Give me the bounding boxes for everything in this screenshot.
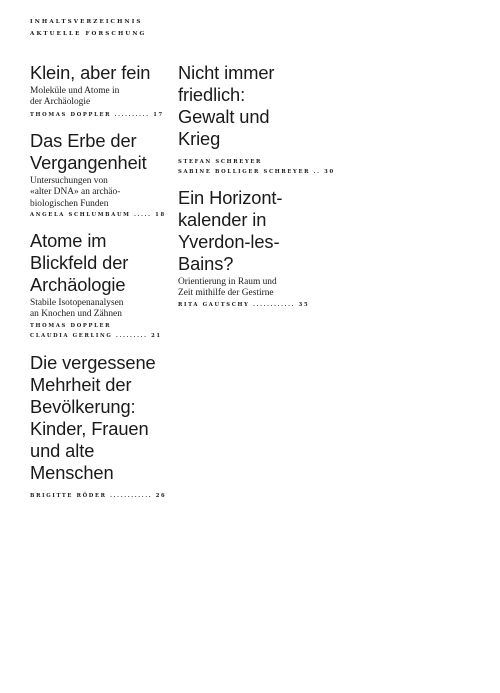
entry-subtitle-line: Stabile Isotopenanalysen	[30, 298, 124, 309]
entry-title	[30, 62, 180, 84]
toc-entry	[178, 187, 328, 310]
entry-author: ANGELA SCHLUMBAUM ..... 18	[30, 212, 166, 219]
toc-column-left	[30, 62, 180, 501]
entry-title-line: Yverdon-les-	[178, 231, 280, 252]
entry-title-line: Menschen	[30, 461, 114, 483]
entry-title-line: Klein, aber fein	[30, 62, 151, 83]
entry-title-line: Atome im	[30, 230, 107, 252]
entry-title-line: Das Erbe der	[30, 129, 137, 151]
toc-entry	[30, 130, 180, 220]
toc-header	[30, 17, 146, 40]
entry-subtitle-line: der Archäologie	[30, 97, 91, 108]
entry-author: CLAUDIA GERLING ......... 21	[30, 332, 162, 339]
entry-title-line: Die vergessene	[30, 351, 156, 373]
entry-subtitle-line: an Knochen und Zähnen	[30, 309, 122, 320]
entry-title-line: Mehrheit der	[30, 373, 132, 395]
entry-subtitle	[30, 86, 180, 109]
entry-subtitle	[178, 277, 328, 300]
entry-title	[178, 62, 328, 150]
entry-title-line: Nicht immer	[178, 62, 275, 83]
entry-subtitle-line: biologischen Funden	[30, 198, 109, 209]
entry-author: BRIGITTE RÖDER ............ 26	[30, 492, 167, 499]
entry-title-line: Archäologie	[30, 274, 126, 296]
toc-entry	[30, 230, 180, 341]
entry-subtitle-line: Zeit mithilfe der Gestirne	[178, 288, 274, 299]
entry-title	[30, 230, 180, 296]
entry-title-line: Blickfeld der	[30, 252, 129, 274]
entry-subtitle-line: Moleküle und Atome in	[30, 86, 120, 96]
entry-title	[30, 352, 180, 484]
entry-subtitle	[30, 298, 180, 321]
entry-title-line: Krieg	[178, 128, 221, 149]
entry-author: THOMAS DOPPLER	[30, 322, 112, 329]
entry-author: RITA GAUTSCHY ............ 35	[178, 301, 310, 308]
entry-title-line: Ein Horizont-	[178, 187, 283, 208]
entry-title-line: und alte	[30, 439, 95, 461]
entry-subtitle-line: Orientierung in Raum und	[178, 277, 277, 287]
toc-entry	[30, 352, 180, 501]
toc-entry	[30, 62, 180, 120]
entry-subtitle	[30, 176, 180, 210]
entry-title-line: Kinder, Frauen	[30, 417, 149, 439]
entry-title-line: Vergangenheit	[30, 151, 147, 173]
entry-title	[30, 130, 180, 174]
entry-author: THOMAS DOPPLER .......... 17	[30, 111, 164, 118]
toc-heading: INHALTSVERZEICHNIS	[30, 19, 143, 25]
entry-title-line: Bevölkerung:	[30, 395, 136, 417]
entry-title-line: friedlich:	[178, 84, 246, 105]
entry-title-line: Gewalt und	[178, 106, 270, 127]
entry-author: SABINE BOLLIGER SCHREYER .. 30	[178, 169, 335, 175]
toc-column-right	[178, 62, 335, 310]
entry-title-line: kalender in	[178, 209, 267, 230]
entry-subtitle-line: Untersuchungen von	[30, 175, 108, 186]
entry-author: STEFAN SCHREYER	[178, 159, 263, 165]
toc-entry	[178, 62, 335, 177]
entry-title	[178, 187, 328, 275]
entry-title-line: Bains?	[178, 253, 234, 274]
entry-subtitle-line: «alter DNA» an archäo-	[30, 187, 121, 198]
section-heading: AKTUELLE FORSCHUNG	[30, 30, 147, 37]
